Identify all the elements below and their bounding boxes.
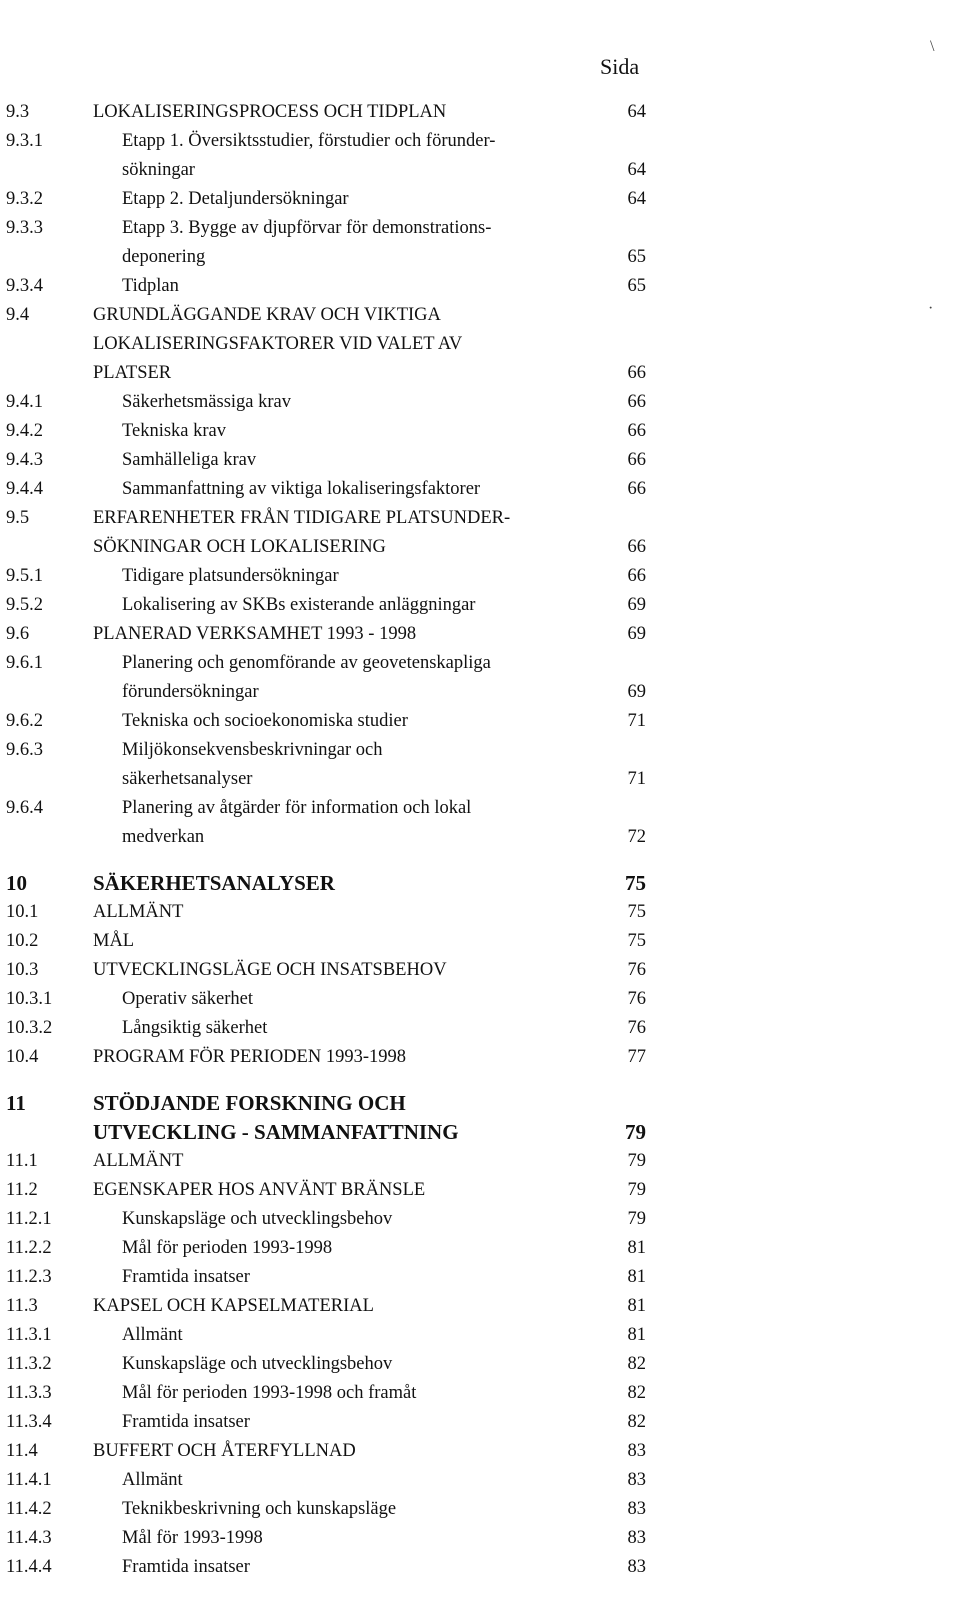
toc-entry-title: Tidplan	[122, 276, 179, 296]
toc-entry-number: 10.3.2	[6, 1018, 53, 1038]
toc-entry-page: 69	[627, 624, 646, 644]
toc-entry-page: 71	[627, 711, 646, 731]
toc-entry-number: 11.3.1	[6, 1325, 52, 1345]
toc-entry[interactable]	[6, 214, 646, 243]
toc-entry-title: Etapp 3. Bygge av djupförvar för demonstrations-	[122, 218, 492, 238]
toc-entry-continuation[interactable]	[6, 359, 646, 388]
toc-entry[interactable]	[6, 591, 646, 620]
toc-entry-number: 11	[6, 1091, 26, 1115]
toc-entry-title: Lokalisering av SKBs existerande anläggningar	[122, 595, 476, 615]
toc-entry-title: Mål för perioden 1993-1998	[122, 1238, 333, 1258]
toc-entry-page: 69	[627, 682, 646, 702]
toc-entry-number: 9.3.3	[6, 218, 43, 238]
toc-entry[interactable]	[6, 301, 646, 330]
toc-entry-continuation[interactable]	[6, 330, 646, 359]
toc-entry[interactable]	[6, 620, 646, 649]
section-gap	[6, 1072, 646, 1089]
toc-entry-title: Tidigare platsundersökningar	[122, 566, 339, 586]
toc-entry-continuation[interactable]	[6, 1118, 646, 1147]
toc-entry-title: säkerhetsanalyser	[122, 769, 253, 789]
toc-entry-number: 9.5	[6, 508, 30, 528]
toc-entry[interactable]	[6, 1292, 646, 1321]
toc-entry-title: ERFARENHETER FRÅN TIDIGARE PLATSUNDER-	[93, 508, 511, 528]
toc-entry-page: 83	[627, 1470, 646, 1490]
toc-entry[interactable]	[6, 1147, 646, 1176]
toc-entry-number: 9.6.3	[6, 740, 43, 760]
toc-entry-page: 79	[627, 1209, 646, 1229]
toc-entry-continuation[interactable]	[6, 765, 646, 794]
toc-entry-title: förundersökningar	[122, 682, 259, 702]
toc-entry-title: PLANERAD VERKSAMHET 1993 - 1998	[93, 624, 417, 644]
toc-entry-title: ALLMÄNT	[93, 902, 184, 922]
toc-entry-page: 72	[627, 827, 646, 847]
toc-entry-continuation[interactable]	[6, 156, 646, 185]
toc-entry-page: 82	[627, 1412, 646, 1432]
toc-entry-title: Långsiktig säkerhet	[122, 1018, 268, 1038]
toc-entry[interactable]	[6, 1466, 646, 1495]
toc-entry-page: 79	[625, 1120, 646, 1144]
toc-entry[interactable]	[6, 794, 646, 823]
toc-entry-page: 65	[627, 276, 646, 296]
toc-entry-title: LOKALISERINGSPROCESS OCH TIDPLAN	[93, 102, 447, 122]
toc-entry-title: STÖDJANDE FORSKNING OCH	[93, 1091, 406, 1115]
toc-entry-number: 9.6.2	[6, 711, 43, 731]
toc-entry-number: 10.2	[6, 931, 39, 951]
toc-entry-number: 9.6.4	[6, 798, 43, 818]
toc-entry-page: 66	[627, 421, 646, 441]
toc-entry-title: UTVECKLINGSLÄGE OCH INSATSBEHOV	[93, 960, 447, 980]
toc-entry[interactable]	[6, 1408, 646, 1437]
toc-entry-page: 83	[627, 1557, 646, 1577]
toc-entry-title: deponering	[122, 247, 206, 267]
toc-entry-page: 83	[627, 1528, 646, 1548]
toc-entry-title: Allmänt	[122, 1470, 183, 1490]
toc-entry[interactable]	[6, 1043, 646, 1072]
toc-entry-page: 66	[627, 479, 646, 499]
toc-entry-page: 64	[627, 102, 646, 122]
toc-entry-page: 82	[627, 1383, 646, 1403]
toc-entry[interactable]	[6, 1553, 646, 1582]
toc-entry[interactable]	[6, 417, 646, 446]
toc-entry-number: 10	[6, 871, 27, 895]
toc-entry-page: 76	[627, 960, 646, 980]
toc-entry-title: Kunskapsläge och utvecklingsbehov	[122, 1354, 393, 1374]
toc-entry-number: 11.3.3	[6, 1383, 52, 1403]
toc-entry-number: 10.3	[6, 960, 39, 980]
toc-entry-number: 9.6	[6, 624, 30, 644]
toc-entry-title: Säkerhetsmässiga krav	[122, 392, 292, 412]
toc-entry[interactable]	[6, 1234, 646, 1263]
toc-entry-title: Allmänt	[122, 1325, 183, 1345]
toc-entry[interactable]	[6, 869, 646, 898]
toc-entry-title: UTVECKLING - SAMMANFATTNING	[93, 1120, 459, 1144]
toc-entry[interactable]	[6, 1089, 646, 1118]
toc-entry-page: 81	[627, 1238, 646, 1258]
toc-entry-number: 11.3.4	[6, 1412, 52, 1432]
toc-entry-title: Mål för perioden 1993-1998 och framåt	[122, 1383, 417, 1403]
toc-entry[interactable]	[6, 1437, 646, 1466]
toc-entry-number: 11.4.2	[6, 1499, 52, 1519]
toc-entry-title: KAPSEL OCH KAPSELMATERIAL	[93, 1296, 374, 1316]
toc-entry-title: BUFFERT OCH ÅTERFYLLNAD	[93, 1441, 356, 1461]
toc-entry-page: 81	[627, 1296, 646, 1316]
toc-entry[interactable]	[6, 985, 646, 1014]
toc-entry-number: 9.3.2	[6, 189, 43, 209]
toc-entry-number: 9.4.3	[6, 450, 43, 470]
toc-entry-title: PROGRAM FÖR PERIODEN 1993-1998	[93, 1047, 406, 1067]
toc-entry-number: 9.3.4	[6, 276, 43, 296]
toc-entry[interactable]	[6, 1263, 646, 1292]
toc-entry-page: 76	[627, 989, 646, 1009]
toc-entry-title: SÖKNINGAR OCH LOKALISERING	[93, 537, 386, 557]
toc-entry-number: 9.3.1	[6, 131, 43, 151]
toc-entry-page: 77	[627, 1047, 646, 1067]
toc-entry[interactable]	[6, 98, 646, 127]
toc-entry-title: Mål för 1993-1998	[122, 1528, 263, 1548]
toc-entry-page: 83	[627, 1441, 646, 1461]
toc-entry[interactable]	[6, 272, 646, 301]
toc-entry-page: 66	[627, 363, 646, 383]
toc-entry-page: 64	[627, 189, 646, 209]
toc-entry[interactable]	[6, 388, 646, 417]
toc-entry[interactable]	[6, 956, 646, 985]
toc-entry-page: 71	[627, 769, 646, 789]
toc-entry-title: LOKALISERINGSFAKTORER VID VALET AV	[93, 334, 463, 354]
toc-entry-page: 75	[627, 902, 646, 922]
toc-entry[interactable]	[6, 185, 646, 214]
toc-entry-page: 82	[627, 1354, 646, 1374]
toc-entry-title: Teknikbeskrivning och kunskapsläge	[122, 1499, 397, 1519]
toc-entry[interactable]	[6, 446, 646, 475]
scan-mark: ·	[928, 300, 934, 317]
toc-entry-title: Etapp 1. Översiktsstudier, förstudier och förunder-	[122, 131, 496, 151]
toc-entry-continuation[interactable]	[6, 678, 646, 707]
toc-entry-title: SÄKERHETSANALYSER	[93, 871, 335, 895]
toc-entry-number: 9.4.1	[6, 392, 43, 412]
toc-entry-number: 11.4	[6, 1441, 38, 1461]
toc-entry-title: Miljökonsekvensbeskrivningar och	[122, 740, 383, 760]
toc-entry[interactable]	[6, 504, 646, 533]
toc-entry-page: 69	[627, 595, 646, 615]
toc-entry-number: 10.3.1	[6, 989, 53, 1009]
toc-entry-title: Sammanfattning av viktiga lokaliseringsfaktorer	[122, 479, 481, 499]
toc-entry-title: sökningar	[122, 160, 195, 180]
toc-entry-number: 11.3	[6, 1296, 38, 1316]
toc-entry-number: 9.4	[6, 305, 30, 325]
toc-entry-number: 11.3.2	[6, 1354, 52, 1374]
toc-entry[interactable]	[6, 1321, 646, 1350]
toc-entry[interactable]	[6, 736, 646, 765]
toc-entry-page: 75	[627, 931, 646, 951]
toc-entry-page: 65	[627, 247, 646, 267]
toc-entry-number: 9.4.4	[6, 479, 43, 499]
toc-entry-number: 10.4	[6, 1047, 39, 1067]
toc-entry-page: 83	[627, 1499, 646, 1519]
toc-entry-page: 75	[625, 871, 646, 895]
toc-entry-number: 9.5.1	[6, 566, 43, 586]
toc-entry-page: 66	[627, 537, 646, 557]
toc-entry[interactable]	[6, 1176, 646, 1205]
toc-entry-title: Framtida insatser	[122, 1267, 250, 1287]
toc-entry[interactable]	[6, 475, 646, 504]
toc-entry[interactable]	[6, 649, 646, 678]
toc-entry-number: 10.1	[6, 902, 39, 922]
toc-entry[interactable]	[6, 898, 646, 927]
toc-entry-title: Etapp 2. Detaljundersökningar	[122, 189, 349, 209]
toc-entry[interactable]	[6, 1524, 646, 1553]
toc-entry-title: GRUNDLÄGGANDE KRAV OCH VIKTIGA	[93, 305, 441, 325]
toc-entry-page: 64	[627, 160, 646, 180]
page-column-header: Sida	[600, 54, 640, 79]
toc-entry[interactable]	[6, 1379, 646, 1408]
scan-mark: \	[930, 38, 935, 55]
toc-entry-continuation[interactable]	[6, 243, 646, 272]
toc-entry-title: ALLMÄNT	[93, 1151, 184, 1171]
toc-entry-number: 11.4.1	[6, 1470, 52, 1490]
toc-entry-page: 66	[627, 450, 646, 470]
toc-entry-number: 11.2.3	[6, 1267, 52, 1287]
toc-entry-number: 9.5.2	[6, 595, 43, 615]
toc-entry-page: 79	[627, 1151, 646, 1171]
table-of-contents	[6, 98, 646, 1582]
toc-entry-title: Planering av åtgärder för information och lokal	[122, 798, 472, 818]
toc-entry-title: Kunskapsläge och utvecklingsbehov	[122, 1209, 393, 1229]
toc-entry-title: Operativ säkerhet	[122, 989, 253, 1009]
toc-entry[interactable]	[6, 1350, 646, 1379]
toc-entry-title: EGENSKAPER HOS ANVÄNT BRÄNSLE	[93, 1180, 426, 1200]
section-gap	[6, 852, 646, 869]
toc-entry[interactable]	[6, 127, 646, 156]
toc-entry-number: 9.3	[6, 102, 30, 122]
toc-entry-title: Samhälleliga krav	[122, 450, 257, 470]
toc-entry-number: 9.4.2	[6, 421, 43, 441]
toc-entry-page: 79	[627, 1180, 646, 1200]
toc-entry-page: 81	[627, 1325, 646, 1345]
toc-entry-page: 66	[627, 566, 646, 586]
toc-entry-page: 81	[627, 1267, 646, 1287]
toc-entry[interactable]	[6, 562, 646, 591]
toc-entry-number: 9.6.1	[6, 653, 43, 673]
toc-entry-title: Framtida insatser	[122, 1412, 250, 1432]
toc-entry-title: MÅL	[93, 931, 135, 951]
toc-entry-number: 11.4.3	[6, 1528, 52, 1548]
toc-entry-number: 11.4.4	[6, 1557, 52, 1577]
toc-entry-title: PLATSER	[93, 363, 172, 383]
toc-entry-number: 11.2.1	[6, 1209, 52, 1229]
toc-entry-title: Framtida insatser	[122, 1557, 250, 1577]
toc-entry-number: 11.1	[6, 1151, 38, 1171]
toc-entry-page: 76	[627, 1018, 646, 1038]
toc-entry-title: Tekniska krav	[122, 421, 227, 441]
toc-entry-page: 66	[627, 392, 646, 412]
toc-entry[interactable]	[6, 1205, 646, 1234]
toc-entry-number: 11.2	[6, 1180, 38, 1200]
toc-entry-continuation[interactable]	[6, 823, 646, 852]
toc-entry-title: Planering och genomförande av geovetenskapliga	[122, 653, 491, 673]
toc-entry[interactable]	[6, 707, 646, 736]
toc-entry-number: 11.2.2	[6, 1238, 52, 1258]
toc-entry-continuation[interactable]	[6, 533, 646, 562]
toc-entry[interactable]	[6, 1495, 646, 1524]
toc-entry[interactable]	[6, 927, 646, 956]
toc-entry-title: medverkan	[122, 827, 205, 847]
toc-entry[interactable]	[6, 1014, 646, 1043]
toc-entry-title: Tekniska och socioekonomiska studier	[122, 711, 408, 731]
